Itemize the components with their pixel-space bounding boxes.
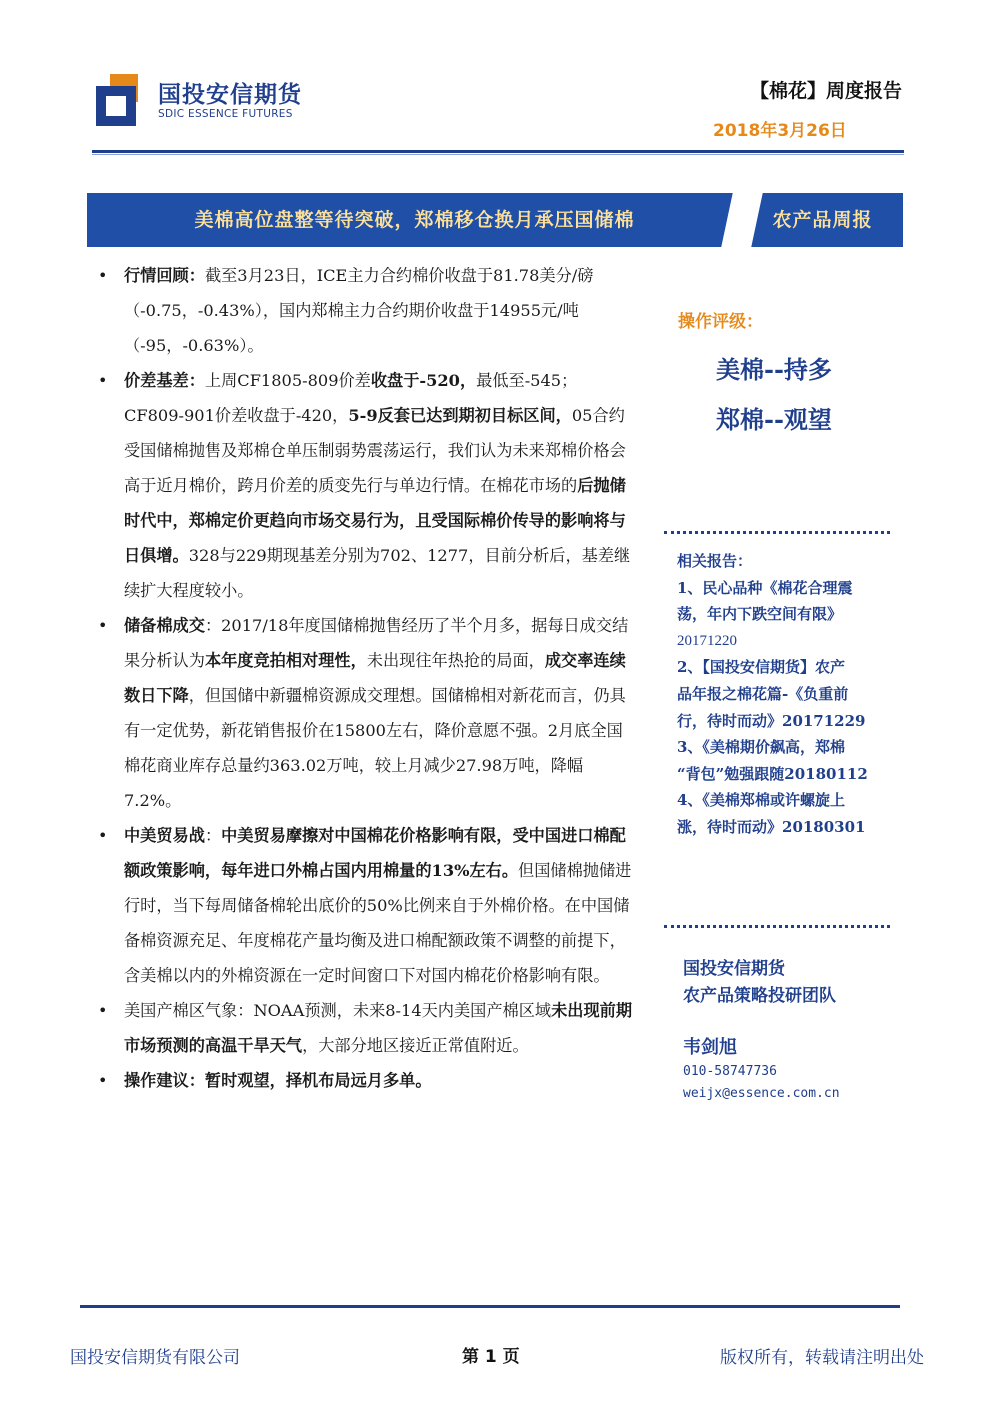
sidebar-divider-bottom	[664, 925, 890, 928]
bullet-spread-basis	[96, 363, 636, 608]
header-divider-thin	[92, 154, 904, 155]
footer-page-number: 第 1 页	[462, 1347, 520, 1367]
item-emphasis: 5-9反套已达到期初目标区间，	[348, 406, 572, 425]
related-reports	[677, 548, 902, 841]
related-report-line[interactable]: 1、民心品种《棉花合理震	[677, 578, 853, 597]
report-body	[96, 258, 636, 1098]
rating-title: 操作评级：	[678, 312, 763, 332]
bullet-icon: •	[98, 266, 108, 285]
item-emphasis: 未出现前期市场预测的高温干旱天气	[124, 1001, 633, 1055]
item-text: ，大部分地区接近正常值附近。	[302, 1036, 529, 1055]
bullet-icon: •	[98, 826, 108, 845]
bullet-market-review	[96, 258, 636, 363]
item-emphasis: 收盘于-520，	[370, 371, 477, 390]
research-team	[683, 956, 836, 1010]
bullet-trade-war	[96, 818, 636, 993]
item-heading: 储备棉成交	[124, 616, 205, 635]
bullet-reserve-auction	[96, 608, 636, 818]
report-date: 2018年3月26日	[713, 121, 847, 141]
item-text: 最低至-545；CF809-901价差收盘于-420，	[124, 371, 578, 425]
logo-text-cn: 国投安信期货	[158, 82, 302, 108]
related-report-line[interactable]: 2、【国投安信期货】农产	[677, 658, 845, 677]
item-text: ：2017/18年度国储棉抛售经历了半个月多，据每日成交结果分析认为	[124, 616, 629, 670]
item-text: 05合约受国储棉抛售及郑棉仓单压制弱势震荡运行，我们认为未来郑棉价格会高于近月棉价，跨月价差的质变先行与单边行情。在棉花市场的	[124, 406, 626, 495]
item-text: 未出现往年热抢的局面，	[366, 651, 545, 670]
item-text: 但国储棉抛储进行时，当下每周储备棉轮出底价的50%比例来自于外棉价格。在中国储备棉资源充足、年度棉花产量均衡及进口棉配额政策不调整的前提下，含美棉以内的外棉资源在一定时间窗口下对国内棉花价格影响有限。	[124, 861, 632, 985]
analyst-phone: 010-58747736	[683, 1064, 777, 1079]
footer-copyright: 版权所有，转载请注明出处	[720, 1348, 924, 1368]
report-type: 【棉花】周度报告	[749, 80, 902, 102]
item-heading: 行情回顾：	[124, 266, 205, 285]
related-report-line[interactable]: 4、《美棉郑棉或许螺旋上	[677, 791, 845, 810]
analyst-contact	[683, 1061, 840, 1105]
item-emphasis: 中美贸易摩擦对中国棉花价格影响有限，受中国进口棉配额政策影响，每年进口外棉占国内用棉量的13%左右。	[124, 826, 626, 880]
related-report-line[interactable]: 行，待时而动》20171229	[677, 711, 866, 730]
header-divider	[92, 150, 904, 153]
rating-zhengzhou-cotton: 郑棉--观望	[716, 405, 832, 434]
team-company: 国投安信期货	[683, 959, 785, 979]
related-report-line[interactable]: 3、《美棉期价飙高，郑棉	[677, 738, 845, 757]
item-heading: 价差基差：	[124, 371, 205, 390]
item-heading: 操作建议：暂时观望，择机布局远月多单。	[124, 1071, 432, 1090]
logo-text-en: SDIC ESSENCE FUTURES	[158, 108, 293, 120]
bullet-recommendation	[96, 1063, 636, 1098]
item-text: ，但国储中新疆棉资源成交理想。国储棉相对新花而言，仍具有一定优势，新花销售报价在15800左右，降价意愿不强。2月底全国棉花商业库存总量约363.02万吨，较上月减少27.98万吨，降幅7.2%。	[124, 686, 626, 810]
item-heading: 中美贸易战	[124, 826, 205, 845]
related-report-line[interactable]: 品年报之棉花篇-《负重前	[677, 684, 849, 703]
item-emphasis: 本年度竞拍相对理性，	[204, 651, 367, 670]
related-reports-title: 相关报告：	[677, 552, 753, 570]
related-report-line[interactable]: 荡，年内下跌空间有限》	[677, 605, 843, 624]
item-text: 美国产棉区气象：NOAA预测，未来8-14天内美国产棉区域	[124, 1001, 552, 1020]
title-banner	[87, 193, 903, 247]
company-logo	[96, 72, 306, 128]
item-emphasis: 成交率连续数日下降	[124, 651, 626, 705]
team-name: 农产品策略投研团队	[683, 986, 836, 1006]
sdic-logo-icon	[96, 74, 148, 126]
bullet-icon: •	[98, 1071, 108, 1090]
report-title: 美棉高位盘整等待突破，郑棉移仓换月承压国储棉	[87, 193, 742, 247]
bullet-us-weather	[96, 993, 636, 1063]
item-text: ：	[204, 826, 222, 845]
report-category-tag: 农产品周报	[742, 193, 903, 247]
related-report-line[interactable]: 涨，待时而动》20180301	[677, 817, 866, 836]
footer-divider	[80, 1305, 900, 1308]
item-emphasis: 后抛储时代中，郑棉定价更趋向市场交易行为，且受国际棉价传导的影响将与日俱增。	[124, 476, 626, 565]
sidebar-divider-top	[664, 531, 890, 534]
bullet-icon: •	[98, 616, 108, 635]
item-text: 328与229期现基差分别为702、1277，目前分析后，基差继续扩大程度较小。	[124, 546, 631, 600]
item-text: 上周CF1805-809价差	[204, 371, 371, 390]
footer-company: 国投安信期货有限公司	[70, 1348, 240, 1368]
analyst-email[interactable]: weijx@essence.com.cn	[683, 1086, 840, 1101]
bullet-icon: •	[98, 371, 108, 390]
item-text: 截至3月23日，ICE主力合约棉价收盘于81.78美分/磅（-0.75，-0.43%），国内郑棉主力合约期价收盘于14955元/吨（-95，-0.63%）。	[124, 266, 594, 355]
rating-us-cotton: 美棉--持多	[716, 355, 832, 384]
related-report-line[interactable]: 20171220	[677, 632, 737, 649]
bullet-icon: •	[98, 1001, 108, 1020]
related-report-line[interactable]: “背包”勉强跟随20180112	[677, 764, 868, 783]
analyst-name: 韦剑旭	[683, 1037, 737, 1058]
